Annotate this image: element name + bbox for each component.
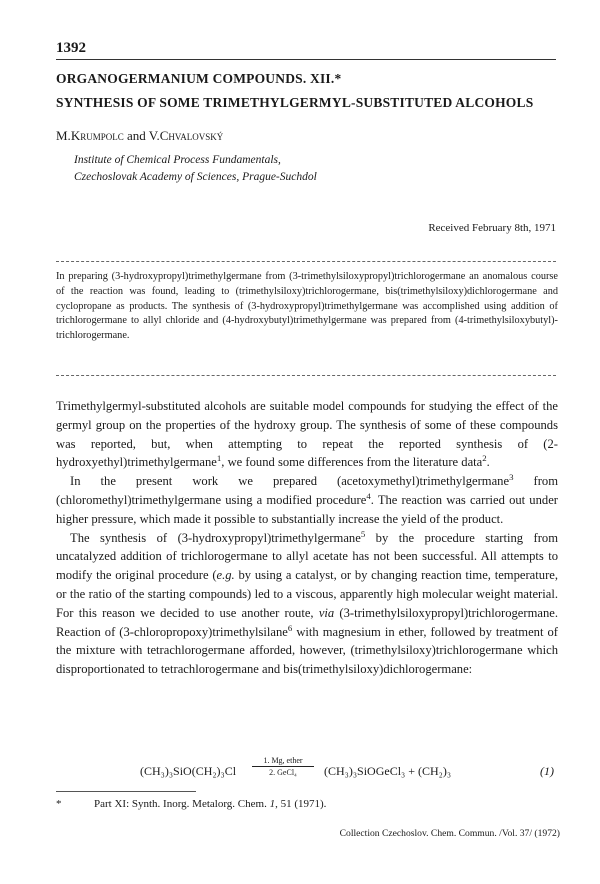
footnote-text-a: Part XI: Synth. Inorg. Metalorg. Chem. bbox=[94, 798, 270, 810]
p1-text-a: Trimethylgermyl-substituted alcohols are suitable model compounds for studying the effect of the germyl group on the properties of the hydroxy group. The synthesis of some of these compounds was reported, but, when attempting to repeat the reported synthesis of (2-hydroxyethyl)trimethylgermane bbox=[56, 399, 558, 470]
page-number: 1392 bbox=[56, 40, 86, 56]
paragraph-3 bbox=[56, 529, 558, 679]
title-line-1: ORGANOGERMANIUM COMPOUNDS. XII.* bbox=[56, 71, 342, 86]
footnote-text-b: , 51 (1971). bbox=[275, 798, 327, 810]
abstract bbox=[56, 270, 558, 344]
title-line-2: SYNTHESIS OF SOME TRIMETHYLGERMYL-SUBSTITUTED ALCOHOLS bbox=[56, 95, 534, 110]
body-text bbox=[56, 397, 558, 679]
reaction-arrow bbox=[252, 756, 314, 777]
abstract-bottom-rule bbox=[56, 375, 556, 376]
paragraph-1 bbox=[56, 397, 558, 472]
p3-text-a: The synthesis of (3-hydroxypropyl)trimethylgermane bbox=[70, 530, 361, 545]
p3-text-e: with magnesium in ether, followed by treatment of the mixture with tetrachlorogermane afforded, however, (trimethylsiloxy)trichlorogermane which disproportionated to tetrachlorogermane and bis(trimethylsiloxy)dichlorogermane: bbox=[56, 624, 558, 677]
abstract-text: In preparing (3-hydroxypropyl)trimethylgermane from (3-trimethylsiloxypropyl)trichlorogermane an anomalous course of the reaction was found, leading to (trimethylsiloxy)trichlorogermane, bis(trimethylsiloxy)dichlorogermane and cyclopropane as products. The synthesis of (3-hydroxypropyl)trimethylgermane was accomplished using addition of trichlorogermane to allyl chloride and (4-hydroxybutyl)trimethylgermane was prepared from (4-trimethylsiloxybutyl)-trichlorogermane. bbox=[56, 271, 558, 342]
affiliation bbox=[74, 152, 317, 186]
affiliation-line-2: Czechoslovak Academy of Sciences, Prague-Suchdol bbox=[74, 171, 317, 183]
author-2-name: Chvalovský bbox=[159, 128, 224, 143]
p3-via: via bbox=[318, 605, 335, 620]
footnote-volume: 1 bbox=[269, 798, 276, 810]
reaction-conditions-above: 1. Mg, ether bbox=[263, 756, 303, 765]
paragraph-2 bbox=[56, 472, 558, 528]
p1-text-b: , we found some differences from the literature data bbox=[221, 455, 483, 470]
ref-1: 1 bbox=[216, 453, 222, 464]
footnote-rule bbox=[56, 791, 196, 792]
authors bbox=[56, 128, 223, 144]
ref-5: 5 bbox=[360, 528, 366, 539]
ref-4: 4 bbox=[366, 490, 371, 501]
affiliation-line-1: Institute of Chemical Process Fundamentals, bbox=[74, 154, 281, 166]
header-rule bbox=[56, 59, 556, 60]
p3-text-b: by the procedure starting from uncatalyzed addition of trichlorogermane to allyl acetate has not been successful. All attempts to modify the original procedure ( bbox=[56, 530, 559, 583]
equation-rhs: (CH₃)₃SiOGeCl₃ + (CH₂)₃ bbox=[324, 764, 452, 778]
ref-3: 3 bbox=[509, 472, 514, 482]
author-1-initial: M. bbox=[56, 128, 71, 143]
equation-number: (1) bbox=[540, 764, 554, 778]
received-date: Received February 8th, 1971 bbox=[428, 222, 556, 234]
journal-citation: Collection Czechoslov. Chem. Commun. /Vol. 37/ (1972) bbox=[339, 828, 560, 839]
ref-2: 2 bbox=[482, 453, 487, 464]
reaction-conditions-below: 2. GeCl₄ bbox=[269, 768, 297, 777]
p3-text-c: by using a catalyst, or by changing reaction time, temperature, or the ratio of the starting compounds) led to a viscous, apparently high molecular weight material. For this reason we decided to use another route, bbox=[56, 568, 558, 620]
p2-text-c: . The reaction was carried out under higher pressure, which made it possible to substantially increase the yield of the product. bbox=[56, 492, 558, 526]
author-1-name: Krumpolc bbox=[70, 128, 124, 143]
author-conjunction: and bbox=[123, 128, 149, 143]
p3-text-d: (3-trimethylsiloxypropyl)trichlorogermane. Reaction of (3-chloropropoxy)trimethylsilane bbox=[56, 605, 559, 639]
p3-eg: e.g. bbox=[216, 568, 235, 583]
p1-text-c: . bbox=[486, 455, 490, 470]
footnote-mark: * bbox=[56, 798, 62, 810]
author-2-initial: V. bbox=[148, 128, 160, 143]
ref-6: 6 bbox=[287, 622, 293, 633]
arrow-line bbox=[252, 766, 314, 767]
footnote bbox=[56, 798, 326, 810]
p2-text-b: from (chloromethyl)trimethylgermane using a modified procedure bbox=[56, 474, 558, 507]
p2-text-a: In the present work we prepared (acetoxymethyl)trimethylgermane bbox=[70, 474, 510, 489]
equation-1 bbox=[56, 756, 558, 784]
abstract-top-rule bbox=[56, 261, 556, 262]
equation-lhs: (CH₃)₃SiO(CH₂)₃Cl bbox=[140, 764, 237, 778]
